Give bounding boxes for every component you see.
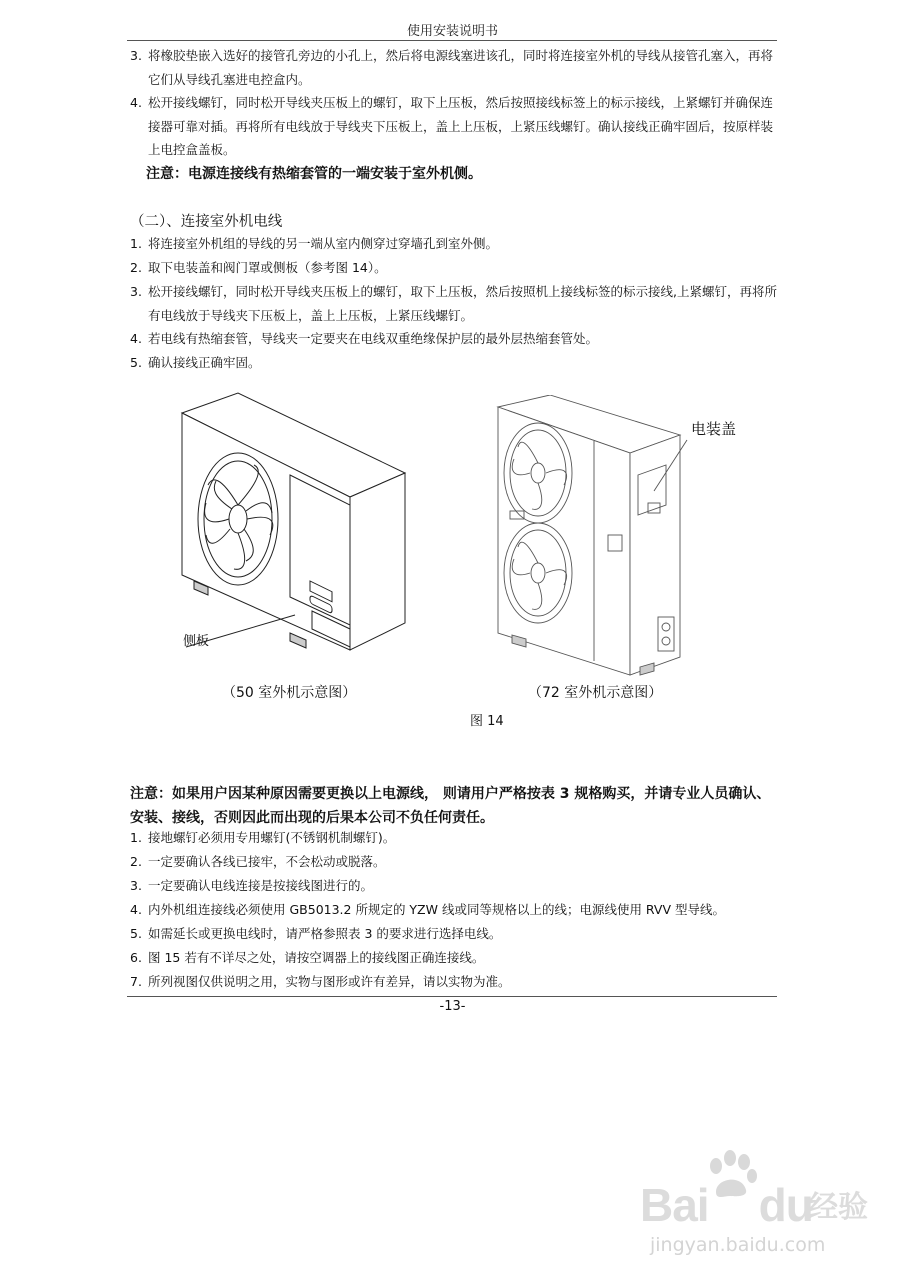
item-text: 一定要确认各线已接牢，不会松动或脱落。 — [148, 854, 386, 869]
watermark-brand-right: du — [758, 1179, 813, 1231]
item-number: 3. — [130, 878, 142, 893]
note-replace-cable: 注意：如果用户因某种原因需要更换以上电源线， 则请用户严格按表 3 规格购买，并请专业人员确认、安装、接线，否则因此而出现的后果本公司不负任何责任。 — [130, 786, 771, 826]
list-item — [130, 44, 780, 91]
item-text: 确认接线正确牢固。 — [148, 355, 261, 370]
list-item — [130, 91, 780, 162]
item-text: 取下电装盖和阀门罩或侧板（参考图 14）。 — [148, 260, 387, 275]
item-number: 1. — [130, 236, 142, 251]
item-number: 2. — [130, 854, 142, 869]
item-text: 如需延长或更换电线时，请严格参照表 3 的要求进行选择电线。 — [148, 926, 502, 941]
item-text: 所列视图仅供说明之用，实物与图形或许有差异，请以实物为准。 — [148, 974, 511, 989]
item-number: 1. — [130, 830, 142, 845]
item-number: 4. — [130, 95, 142, 110]
item-text: 内外机组连接线必须使用 GB5013.2 所规定的 YZW 线或同等规格以上的线；电源线使用 RVV 型导线。 — [148, 902, 726, 917]
item-number: 5. — [130, 926, 142, 941]
list-item — [130, 850, 780, 874]
list-item — [130, 351, 780, 375]
footer-rule — [127, 996, 777, 997]
electrical-cover-label: 电装盖 — [691, 420, 737, 438]
list-item — [130, 826, 780, 850]
page-number: -13- — [439, 999, 466, 1014]
item-number: 5. — [130, 355, 142, 370]
outdoor-unit-72-illustration — [490, 395, 700, 685]
item-number: 4. — [130, 902, 142, 917]
side-panel-label: 侧板 — [183, 634, 210, 649]
watermark-brand-cn: 经验 — [808, 1190, 868, 1225]
right-figure-caption: （72 室外机示意图） — [528, 685, 663, 701]
item-text: 将橡胶垫嵌入选好的接管孔旁边的小孔上，然后将电源线塞进该孔，同时将连接室外机的导线从接管孔塞入，再将它们从导线孔塞进电控盒内。 — [148, 48, 774, 87]
item-text: 接地螺钉必须用专用螺钉(不锈钢机制螺钉)。 — [148, 830, 396, 845]
watermark-url: jingyan.baidu.com — [650, 1234, 826, 1256]
list-item — [130, 256, 780, 280]
item-text: 将连接室外机组的导线的另一端从室内侧穿过穿墙孔到室外侧。 — [148, 236, 499, 251]
list-item — [130, 946, 780, 970]
outdoor-unit-50-illustration — [150, 385, 420, 665]
list-item — [130, 232, 780, 256]
list-item — [130, 922, 780, 946]
baidu-jingyan-watermark — [640, 1150, 880, 1260]
list-item — [130, 874, 780, 898]
item-number: 2. — [130, 260, 142, 275]
page-header-title: 使用安装说明书 — [406, 24, 498, 39]
watermark-brand-left: Bai — [640, 1179, 709, 1231]
note-heat-shrink: 注意：电源连接线有热缩套管的一端安装于室外机侧。 — [146, 166, 482, 182]
item-number: 3. — [130, 284, 142, 299]
item-number: 4. — [130, 331, 142, 346]
item-text: 图 15 若有不详尽之处，请按空调器上的接线图正确连接线。 — [148, 950, 485, 965]
list-item — [130, 898, 780, 922]
item-text: 若电线有热缩套管，导线夹一定要夹在电线双重绝缘保护层的最外层热缩套管处。 — [148, 331, 599, 346]
list-item — [130, 970, 780, 994]
item-number: 6. — [130, 950, 142, 965]
item-text: 松开接线螺钉，同时松开导线夹压板上的螺钉，取下上压板，然后按照机上接线标签的标示接线,上紧螺钉，再将所有电线放于导线夹下压板上，盖上上压板，上紧压线螺钉。 — [148, 284, 777, 323]
item-number: 3. — [130, 48, 142, 63]
left-figure-caption: （50 室外机示意图） — [222, 685, 357, 701]
list-item — [130, 327, 780, 351]
item-text: 松开接线螺钉，同时松开导线夹压板上的螺钉，取下上压板，然后按照接线标签上的标示接线，上紧螺钉并确保连接器可靠对插。再将所有电线放于导线夹下压板上，盖上上压板，上紧压线螺钉。确认接线正确牢固后，按原样装上电控盒盖板。 — [148, 95, 774, 157]
item-number: 7. — [130, 974, 142, 989]
header-rule — [127, 40, 777, 41]
figure-title: 图 14 — [470, 714, 504, 729]
section-title: （二）、连接室外机电线 — [130, 214, 283, 230]
item-text: 一定要确认电线连接是按接线图进行的。 — [148, 878, 374, 893]
list-item — [130, 280, 780, 327]
